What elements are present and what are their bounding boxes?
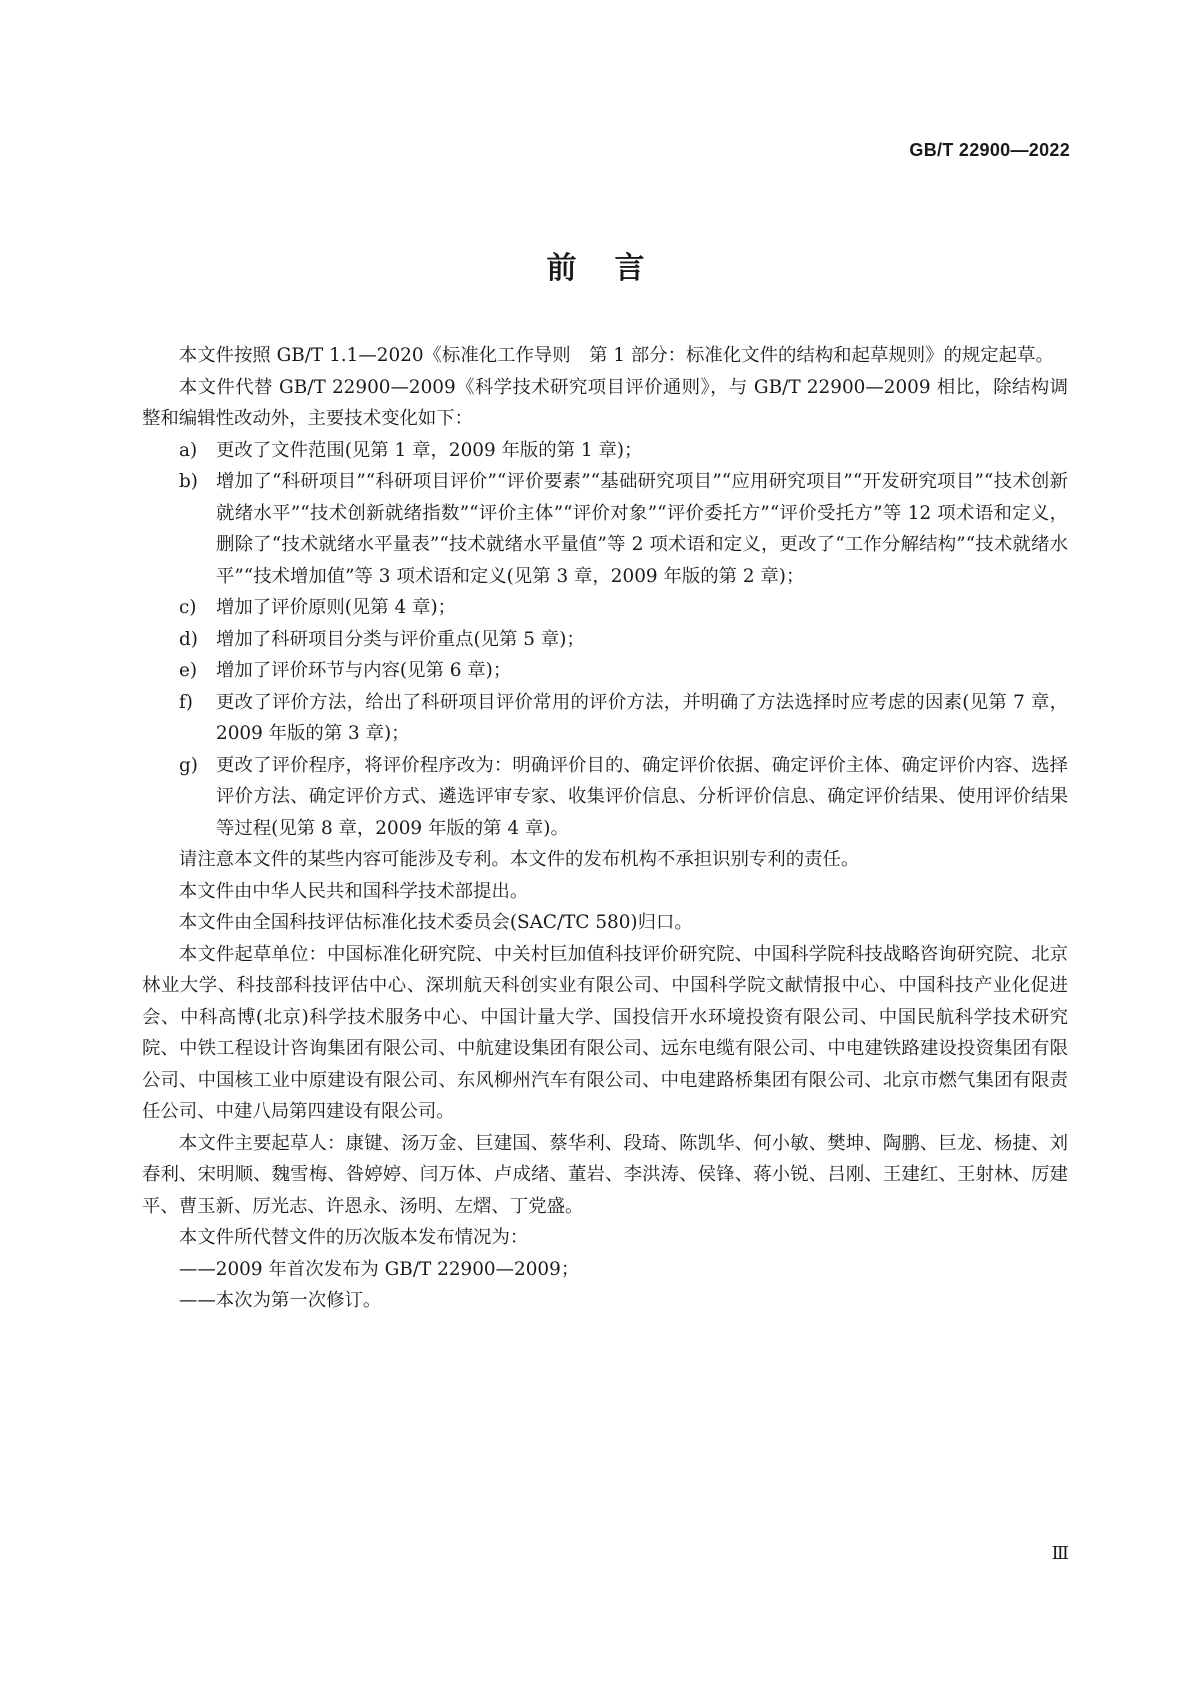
paragraph-patent-notice: 请注意本文件的某些内容可能涉及专利。本文件的发布机构不承担识别专利的责任。	[178, 849, 860, 870]
list-item	[179, 624, 1068, 656]
list-item	[179, 435, 1068, 467]
list-text: 增加了“科研项目”“科研项目评价”“评价要素”“基础研究项目”“应用研究项目”“开发研究项目”“技术创新就绪水平”“技术创新就绪指数”“评价主体”“评价对象”“评价委托方”“评价受托方”等 12 项术语和定义，删除了“技术就绪水平量表”“技术就绪水平量值”等 2 项术语和定义，更改了“工作分解结构”“技术就绪水平”“技术增加值”等 3 项术语和定义(见第 3 章，2009 年版的第 2 章)；	[216, 471, 1068, 587]
foreword-body	[142, 340, 1068, 1317]
list-item	[179, 592, 1068, 624]
list-marker: a)	[179, 439, 198, 461]
paragraph-drafters: 本文件主要起草人：康键、汤万金、巨建国、蔡华利、段琦、陈凯华、何小敏、樊坤、陶鹏、巨龙、杨捷、刘春利、宋明顺、魏雪梅、昝婷婷、闫万体、卢成绪、董岩、李洪涛、侯锋、蒋小锐、吕刚、王建红、王射林、厉建平、曹玉新、厉光志、许恩永、汤明、左熠、丁党盛。	[142, 1132, 1068, 1217]
list-text: 更改了文件范围(见第 1 章，2009 年版的第 1 章)；	[216, 439, 643, 461]
history-item: ——本次为第一次修订。	[179, 1290, 382, 1311]
changes-list	[142, 435, 1068, 845]
list-marker: e)	[179, 660, 198, 681]
paragraph-history-intro: 本文件所代替文件的历次版本发布情况为：	[178, 1227, 529, 1248]
page-number: Ⅲ	[1051, 1543, 1069, 1564]
list-text: 增加了评价原则(见第 4 章)；	[216, 597, 457, 618]
paragraph-drafting-units: 本文件起草单位：中国标准化研究院、中关村巨加值科技评价研究院、中国科学院科技战略咨询研究院、北京林业大学、科技部科技评估中心、深圳航天科创实业有限公司、中国科学院文献情报中心、中国科技产业化促进会、中科高博(北京)科学技术服务中心、中国计量大学、国投信开水环境投资有限公司、中国民航科学技术研究院、中铁工程设计咨询集团有限公司、中航建设集团有限公司、远东电缆有限公司、中电建铁路建设投资集团有限公司、中国核工业中原建设有限公司、东风柳州汽车有限公司、中电建路桥集团有限公司、北京市燃气集团有限责任公司、中建八局第四建设有限公司。	[142, 943, 1068, 1122]
paragraph-replacement: 本文件代替 GB/T 22900—2009《科学技术研究项目评价通则》，与 GB/T 22900—2009 相比，除结构调整和编辑性改动外，主要技术变化如下：	[142, 376, 1068, 429]
list-marker: c)	[179, 597, 197, 618]
paragraph-drafting-rules: 本文件按照 GB/T 1.1—2020《标准化工作导则 第 1 部分：标准化文件的结构和起草规则》的规定起草。	[178, 345, 1054, 366]
paragraph-committee: 本文件由全国科技评估标准化技术委员会(SAC/TC 580)归口。	[178, 912, 693, 933]
standard-code: GB/T 22900—2022	[909, 140, 1070, 160]
list-text: 增加了评价环节与内容(见第 6 章)；	[216, 660, 512, 681]
list-item	[179, 687, 1068, 750]
history-item: ——2009 年首次发布为 GB/T 22900—2009；	[179, 1258, 580, 1280]
list-marker: f)	[179, 691, 193, 713]
list-item	[179, 750, 1068, 845]
page-title: 前言	[546, 251, 683, 286]
paragraph-proposer: 本文件由中华人民共和国科学技术部提出。	[178, 880, 529, 902]
list-item	[179, 466, 1068, 592]
list-text: 更改了评价程序，将评价程序改为：明确评价目的、确定评价依据、确定评价主体、确定评价内容、选择评价方法、确定评价方式、遴选评审专家、收集评价信息、分析评价信息、确定评价结果、使用评价结果等过程(见第 8 章，2009 年版的第 4 章)。	[216, 754, 1068, 839]
list-item	[179, 655, 1068, 687]
list-marker: d)	[179, 628, 198, 650]
list-text: 增加了科研项目分类与评价重点(见第 5 章)；	[216, 628, 585, 650]
list-marker: g)	[179, 754, 198, 776]
list-text: 更改了评价方法，给出了科研项目评价常用的评价方法，并明确了方法选择时应考虑的因素(见第 7 章，2009 年版的第 3 章)；	[216, 691, 1068, 744]
list-marker: b)	[179, 471, 198, 492]
